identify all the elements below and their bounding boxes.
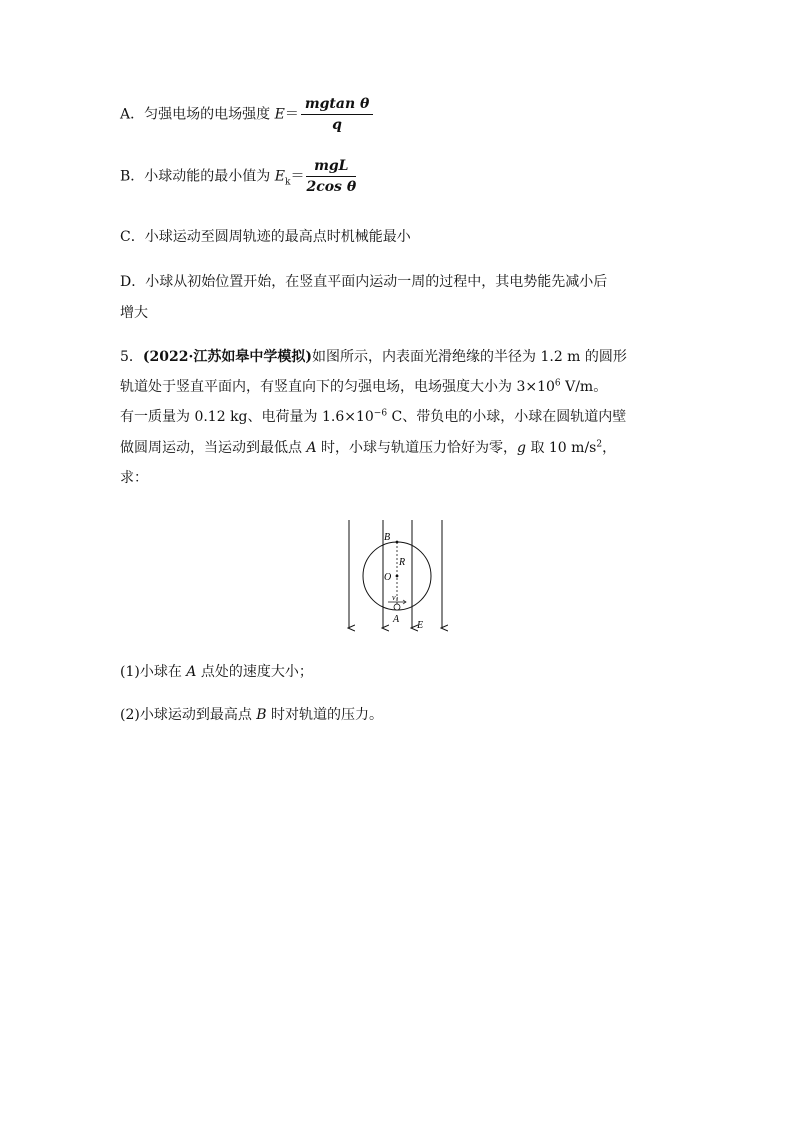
problem5-l3b: C、带负电的小球，小球在圆轨道内壁	[387, 409, 627, 425]
problem5-l4exp: 2	[596, 439, 603, 450]
problem5-l2a: 轨道处于竖直平面内，有竖直向下的匀强电场，电场强度大小为 3×10	[120, 379, 555, 395]
option-a-numerator: mgtan θ	[301, 96, 374, 115]
question-1-b: 点处的速度大小；	[196, 664, 313, 680]
problem5-line5: 求：	[120, 470, 148, 486]
label-a: A	[393, 614, 400, 625]
problem5-l2b: V/m。	[560, 379, 608, 395]
point-b	[396, 541, 399, 544]
option-b-text: 小球动能的最小值为	[144, 168, 271, 185]
problem5-l4A: A	[306, 440, 317, 456]
option-d-line2: 增大	[120, 305, 148, 321]
question-2-b: 时对轨道的压力。	[266, 707, 384, 723]
option-a-eq: ＝	[284, 106, 299, 123]
field-circle-figure	[340, 514, 480, 644]
label-o: O	[384, 572, 392, 583]
problem5-line2	[120, 376, 607, 396]
problem5-line1	[120, 346, 627, 366]
problem5-l3a: 有一质量为 0.12 kg、电荷量为 1.6×10	[120, 409, 374, 425]
option-b-eq: ＝	[290, 168, 305, 185]
label-v1: v1	[392, 593, 399, 603]
question-2-a: (2)小球运动到最高点	[120, 707, 257, 723]
question-2	[120, 704, 383, 724]
option-a-denominator: q	[332, 117, 342, 133]
option-a	[120, 96, 373, 133]
option-b	[120, 158, 356, 195]
question-1	[120, 661, 313, 681]
option-a-text: 匀强电场的电场强度	[144, 106, 271, 123]
option-b-var: E	[274, 168, 285, 185]
ball	[394, 604, 400, 610]
option-c: C．小球运动至圆周轨迹的最高点时机械能最小	[120, 229, 411, 245]
option-d-line1: D．小球从初始位置开始，在竖直平面内运动一周的过程中，其电势能先减小后	[120, 274, 608, 290]
problem5-l4b: 时，小球与轨道压力恰好为零，	[316, 440, 518, 456]
option-a-label: A．	[120, 106, 145, 123]
problem5-l4g: g	[517, 440, 526, 456]
option-a-fraction	[301, 96, 374, 133]
option-b-sub: k	[284, 177, 291, 188]
option-a-var: E	[274, 106, 285, 123]
label-b: B	[384, 532, 391, 543]
question-1-a: (1)小球在	[120, 664, 187, 680]
point-o	[396, 575, 399, 578]
option-b-denominator: 2cos θ	[306, 179, 357, 195]
option-b-label: B．	[120, 168, 145, 185]
label-r: R	[399, 557, 406, 568]
problem5-l1: 如图所示，内表面光滑绝缘的半径为 1.2 m 的圆形	[312, 349, 627, 365]
problem5-l3exp: −6	[373, 408, 388, 419]
question-2-var: B	[256, 707, 267, 723]
problem-number: 5．	[120, 349, 143, 365]
problem5-l2exp: 6	[554, 378, 561, 389]
problem5-l4c: 取 10 m/s	[526, 440, 597, 456]
problem5-line4	[120, 437, 616, 457]
problem5-l4a: 做圆周运动，当运动到最低点	[120, 440, 307, 456]
question-1-var: A	[186, 664, 197, 680]
option-b-fraction	[306, 158, 356, 195]
option-b-numerator: mgL	[306, 158, 356, 177]
problem-source: (2022·江苏如皋中学模拟)	[142, 349, 313, 365]
label-e: E	[417, 620, 424, 631]
problem5-l4d: ，	[602, 440, 617, 456]
problem5-line3	[120, 406, 626, 426]
